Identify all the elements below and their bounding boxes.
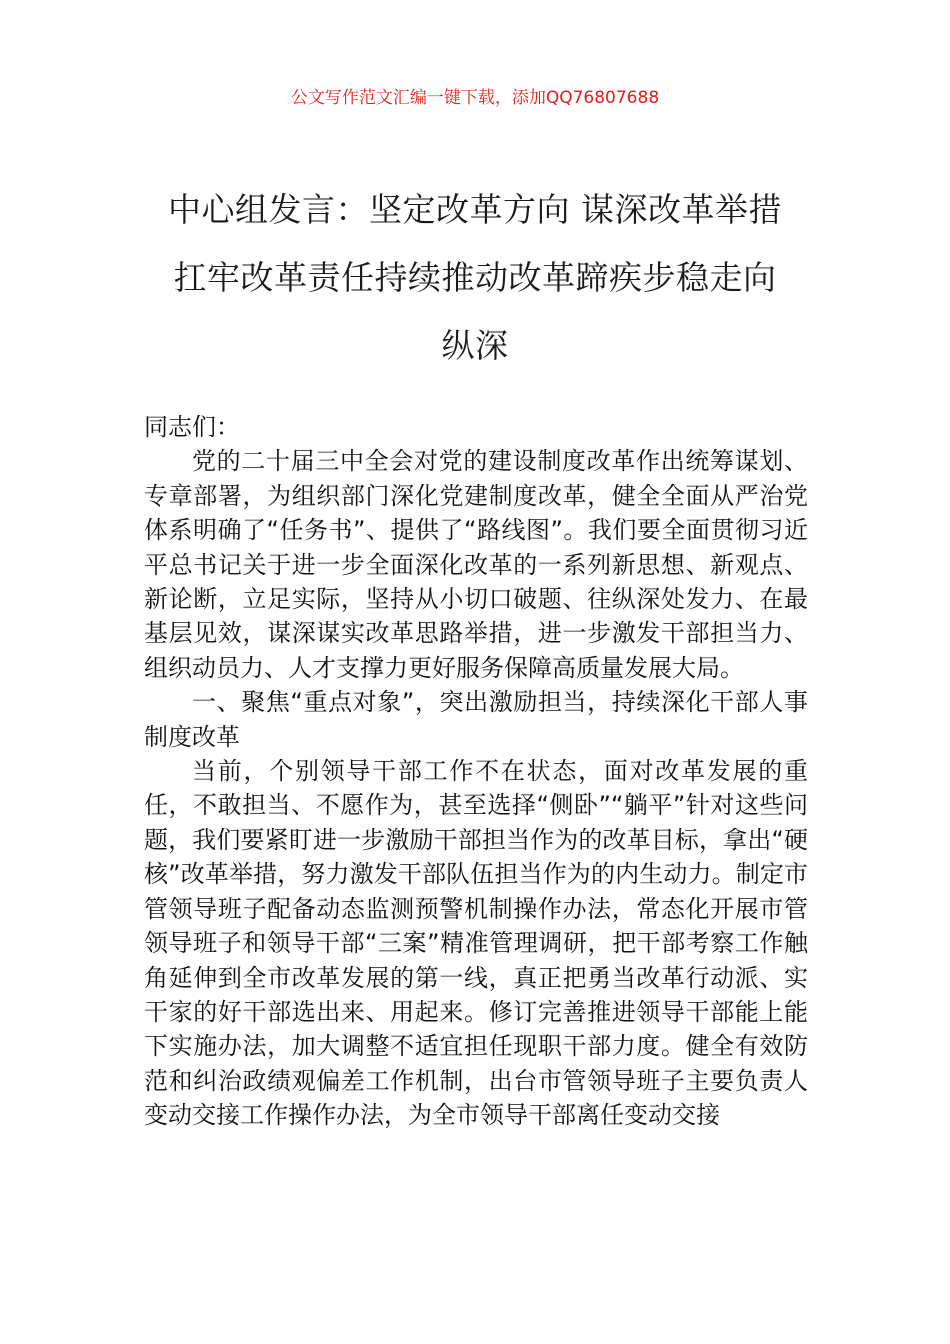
document-title — [120, 176, 830, 380]
title-line-3: 纵深 — [441, 326, 509, 365]
salutation: 同志们： — [144, 413, 240, 441]
section-heading-1: 一、聚焦“重点对象”，突出激励担当，持续深化干部人事制度改革 — [144, 688, 808, 751]
paragraph-intro: 党的二十届三中全会对党的建设制度改革作出统筹谋划、专章部署，为组织部门深化党建制度改革，健全全面从严治党体系明确了“任务书”、提供了“路线图”。我们要全面贯彻习近平总书记关于进一步全面深化改革的一系列新思想、新观点、新论断，立足实际，坚持从小切口破题、往纵深处发力、在最基层见效，谋深谋实改革思路举措，进一步激发干部担当力、组织动员力、人才支撑力更好服务保障高质量发展大局。 — [144, 447, 808, 682]
title-line-2: 扛牢改革责任持续推动改革蹄疾步稳走向 — [173, 258, 777, 297]
title-line-1: 中心组发言：坚定改革方向 谋深改革举措 — [168, 190, 782, 229]
paragraph-section-1: 当前，个别领导干部工作不在状态，面对改革发展的重任，不敢担当、不愿作为，甚至选择“侧卧”“躺平”针对这些问题，我们要紧盯进一步激励干部担当作为的改革目标，拿出“硬核”改革举措，努力激发干部队伍担当作为的内生动力。制定市管领导班子配备动态监测预警机制操作办法，常态化开展市管领导班子和领导干部“三案”精准管理调研，把干部考察工作触角延伸到全市改革发展的第一线，真正把勇当改革行动派、实干家的好干部选出来、用起来。修订完善推进领导干部能上能下实施办法，加大调整不适宜担任现职干部力度。健全有效防范和纠治政绩观偏差工作机制，出台市管领导班子主要负责人变动交接工作操作办法，为全市领导干部离任变动交接 — [144, 757, 808, 1130]
document-body — [144, 410, 808, 1133]
download-notice: 公文写作范文汇编一键下载，添加QQ76807688 — [290, 88, 660, 108]
